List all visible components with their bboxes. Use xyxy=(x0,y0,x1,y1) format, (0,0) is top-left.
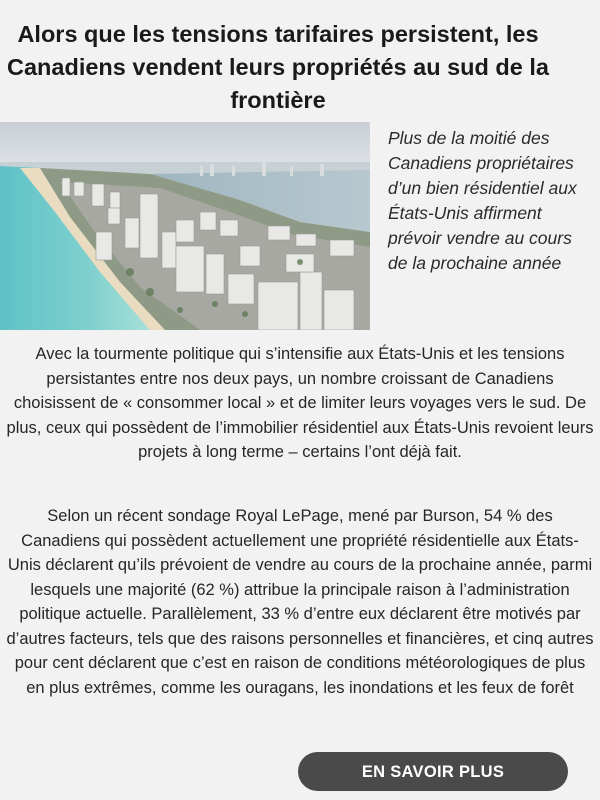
body-paragraph-2: Selon un récent sondage Royal LePage, mené par Burson, 54 % des Canadiens qui possèdent actuellement une propriété résidentielle aux États-Unis déclarent qu’ils prévoient de vendre au cours de la prochaine année, parmi lesquels une majorité (62 %) attribue la principale raison à l’administration politique actuelle. Parallèlement, 33 % d’entre eux déclarent être motivés par d’autres facteurs, tels que des raisons personnelles et financières, et cinq autres pour cent déclarent que c’est en raison de conditions météorologiques de plus en plus extrêmes, comme les ouragans, les inondations et les feux de forêt xyxy=(6,507,594,697)
lede-text: Plus de la moitié des Canadiens propriétaires d’un bien résidentiel aux États-Unis affirment prévoir vendre au cours de la prochaine année xyxy=(388,128,577,273)
body-paragraph-1: Avec la tourmente politique qui s’intensifie aux États-Unis et les tensions persistantes entre nos deux pays, un nombre croissant de Canadiens choisissent de « consommer local » et de limiter leurs voyages vers le sud. De plus, ceux qui possèdent de l’immobilier résidentiel aux États-Unis revoient leurs projets à long terme – certains l’ont déjà fait. xyxy=(6,345,594,461)
coastal-city-photo xyxy=(0,122,370,330)
learn-more-button[interactable]: EN SAVOIR PLUS xyxy=(298,752,568,791)
headline: Alors que les tensions tarifaires persistent, les Canadiens vendent leurs propriétés au sud de la frontière xyxy=(7,21,549,113)
